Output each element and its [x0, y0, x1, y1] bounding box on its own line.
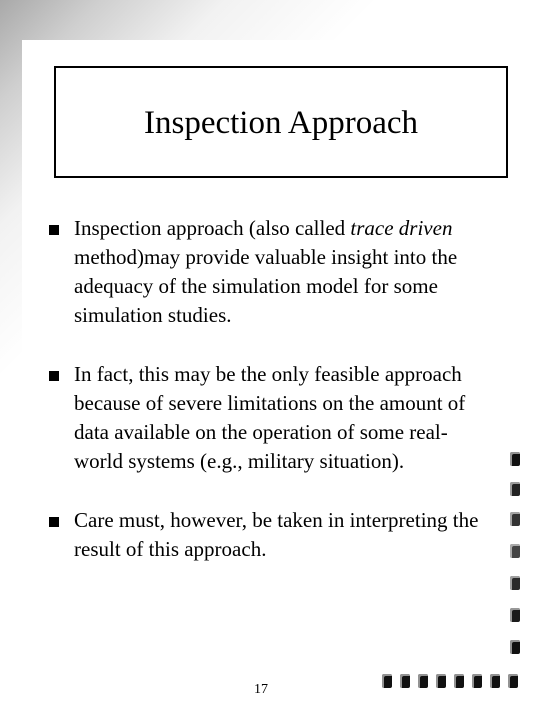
decorative-block-icon	[472, 674, 482, 688]
decorative-block-icon	[510, 482, 520, 496]
slide-title: Inspection Approach	[143, 104, 418, 141]
decorative-block-icon	[382, 674, 392, 688]
decorative-block-icon	[510, 608, 520, 622]
square-bullet-icon	[49, 225, 59, 235]
decorative-block-icon	[510, 640, 520, 654]
decorative-block-icon	[400, 674, 410, 688]
decorative-block-icon	[510, 512, 520, 526]
bullet-item	[46, 214, 486, 330]
bullet-text-part: Inspection approach (also called	[74, 216, 351, 240]
emphasis-text: trace driven	[350, 216, 453, 240]
decorative-block-icon	[510, 452, 520, 466]
bullet-item	[46, 360, 486, 476]
title-box	[54, 66, 508, 178]
decorative-block-icon	[510, 544, 520, 558]
decorative-block-icon	[418, 674, 428, 688]
decorative-block-icon	[436, 674, 446, 688]
square-bullet-icon	[49, 371, 59, 381]
bullet-text-part: method)may provide valuable insight into the adequacy of the simulation model for some simulation studies.	[74, 245, 458, 327]
bullet-item	[46, 506, 486, 564]
bullet-text: Care must, however, be taken in interpreting the result of this approach.	[74, 508, 479, 561]
square-bullet-icon	[49, 517, 59, 527]
decorative-block-icon	[510, 576, 520, 590]
decorative-block-icon	[490, 674, 500, 688]
bullet-text	[74, 216, 457, 327]
bullet-text: In fact, this may be the only feasible approach because of severe limitations on the amount of data available on the operation of some real-world systems (e.g., military situation).	[74, 362, 466, 473]
decorative-block-icon	[454, 674, 464, 688]
slide	[22, 40, 540, 720]
decorative-block-icon	[508, 674, 518, 688]
page-number: 17	[254, 682, 268, 697]
bullet-list	[46, 214, 486, 564]
